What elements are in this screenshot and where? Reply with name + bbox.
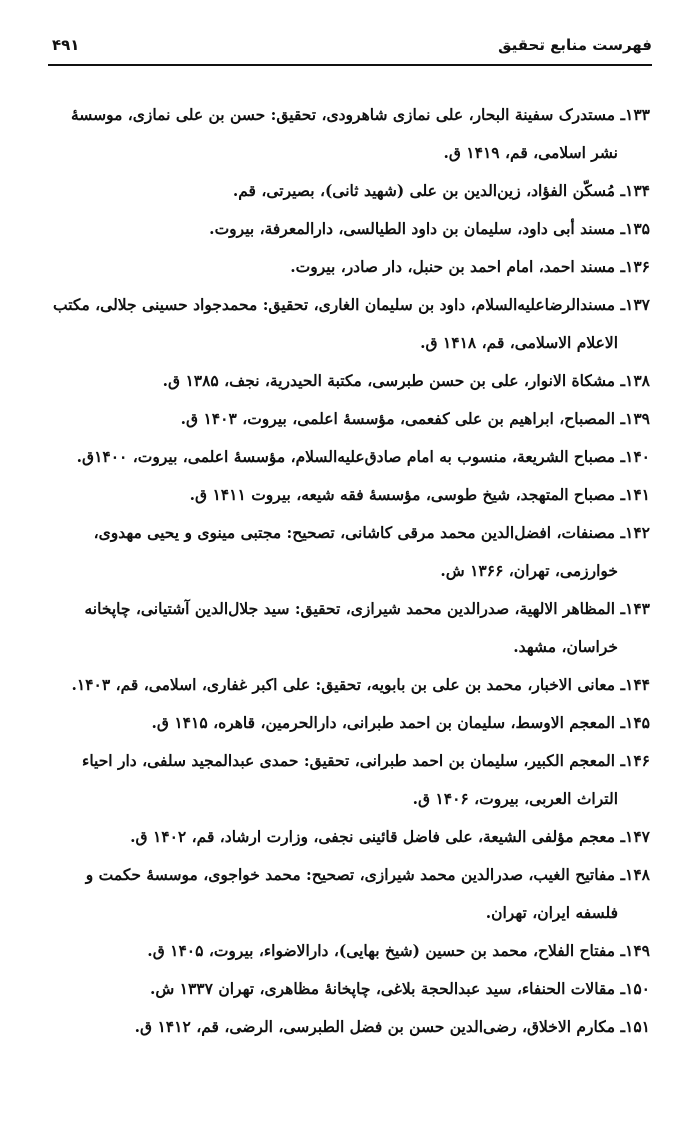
page-number: ۴۹۱ bbox=[52, 36, 80, 54]
bibliography-entry: ۱۴۱ـ مصباح المتهجد، شیخ طوسی، مؤسسهٔ فقه شیعه، بیروت ۱۴۱۱ ق. bbox=[189, 485, 650, 504]
bibliography-entry: ۱۵۱ـ مکارم الاخلاق، رضی‌الدین حسن بن فضل الطبرسی، الرضی، قم، ۱۴۱۲ ق. bbox=[134, 1017, 650, 1036]
bibliography-entry: ۱۴۶ـ المعجم الکبیر، سلیمان بن احمد طبرانی، تحقیق: حمدی عبدالمجید سلفی، دار احیاء التراث العربی، بیروت، ۱۴۰۶ ق. bbox=[82, 751, 650, 808]
bibliography-entry: ۱۵۰ـ مقالات الحنفاء، سید عبدالحجة بلاغی، چاپخانهٔ مظاهری، تهران ۱۳۳۷ ش. bbox=[149, 979, 650, 998]
bibliography-entry: ۱۴۷ـ معجم مؤلفی الشیعة، علی فاضل قائینی نجفی، وزارت ارشاد، قم، ۱۴۰۲ ق. bbox=[130, 827, 650, 846]
bibliography-entry: ۱۳۳ـ مستدرک سفینة البحار، علی نمازی شاهرودی، تحقیق: حسن بن علی نمازی، موسسهٔ نشر اسلامی، قم، ۱۴۱۹ ق. bbox=[70, 105, 650, 162]
bibliography-entry: ۱۳۵ـ مسند أبی داود، سلیمان بن داود الطیالسی، دارالمعرفة، بیروت. bbox=[209, 219, 650, 238]
bibliography-entry: ۱۳۷ـ مسندالرضاعلیه‌السلام، داود بن سلیمان الغاری، تحقیق: محمدجواد حسینی جلالی، مکتب الاعلام الاسلامی، قم، ۱۴۱۸ ق. bbox=[53, 295, 650, 352]
bibliography-entry: ۱۴۳ـ المظاهر الالهیة، صدرالدین محمد شیرازی، تحقیق: سید جلال‌الدین آشتیانی، چاپخانه خراسان، مشهد. bbox=[84, 599, 650, 656]
bibliography-entry: ۱۳۹ـ المصباح، ابراهیم بن علی کفعمی، مؤسسهٔ اعلمی، بیروت، ۱۴۰۳ ق. bbox=[180, 409, 650, 428]
bibliography-entry: ۱۴۵ـ المعجم الاوسط، سلیمان بن احمد طبرانی، دارالحرمین، قاهره، ۱۴۱۵ ق. bbox=[151, 713, 650, 732]
bibliography-entry: ۱۴۸ـ مفاتیح الغیب، صدرالدین محمد شیرازی، تصحیح: محمد خواجوی، موسسهٔ حکمت و فلسفه ایران، تهران. bbox=[85, 865, 650, 922]
bibliography-entry: ۱۴۹ـ مفتاح الفلاح، محمد بن حسین (شیخ بهایی)، دارالاضواء، بیروت، ۱۴۰۵ ق. bbox=[147, 941, 650, 960]
running-title: فهرست منابع تحقیق bbox=[498, 36, 652, 54]
page-header bbox=[48, 36, 652, 66]
bibliography-entry: ۱۳۶ـ مسند احمد، امام احمد بن حنبل، دار صادر، بیروت. bbox=[290, 257, 650, 276]
bibliography-entry: ۱۳۴ـ مُسکّن الفؤاد، زین‌الدین بن علی (شهید ثانی)، بصیرتی، قم. bbox=[232, 181, 650, 200]
bibliography-entry: ۱۴۰ـ مصباح الشریعة، منسوب به امام صادق‌علیه‌السلام، مؤسسهٔ اعلمی، بیروت، ۱۴۰۰ق. bbox=[76, 447, 650, 466]
bibliography-list bbox=[50, 96, 650, 1046]
bibliography-entry: ۱۳۸ـ مشکاة الانوار، علی بن حسن طبرسی، مکتبة الحیدریة، نجف، ۱۳۸۵ ق. bbox=[162, 371, 650, 390]
bibliography-entry: ۱۴۲ـ مصنفات، افضل‌الدین محمد مرقی کاشانی، تصحیح: مجتبی مینوی و یحیی مهدوی، خوارزمی، تهران، ۱۳۶۶ ش. bbox=[93, 523, 650, 580]
bibliography-entry: ۱۴۴ـ معانی الاخبار، محمد بن علی بن بابویه، تحقیق: علی اکبر غفاری، اسلامی، قم، ۱۴۰۳. bbox=[71, 675, 650, 694]
